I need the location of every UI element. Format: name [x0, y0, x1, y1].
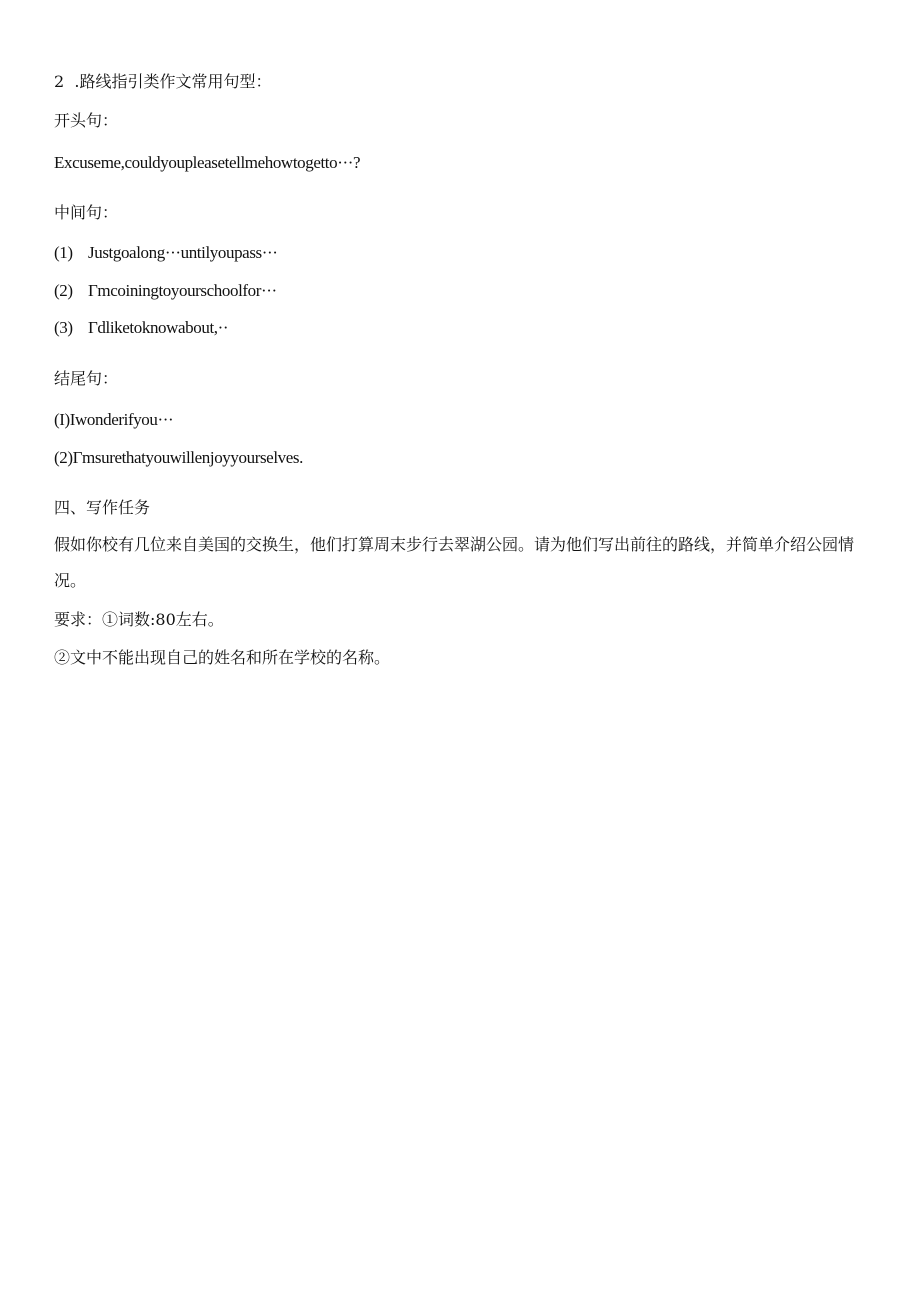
middle-label: 中间句： [54, 203, 119, 222]
list-item-text: Γdliketoknowabout,·· [88, 318, 229, 337]
list-item [54, 243, 278, 263]
task-heading: 四、写作任务 [54, 498, 151, 517]
closing-label: 结尾句： [54, 369, 119, 388]
list-item-text: Γmcoiningtoyourschoolfor··· [88, 281, 277, 300]
list-item-number: (1) [54, 243, 73, 262]
list-item-text: Justgoalong···untilyoupass··· [88, 243, 278, 262]
task-requirement: ②文中不能出现自己的姓名和所在学校的名称。 [54, 648, 391, 667]
section-heading: 2 .路线指引类作文常用句型： [54, 72, 272, 91]
closing-item: (I)Iwonderifyou··· [54, 410, 174, 429]
closing-item: (2)Γmsurethatyouwillenjoyyourselves. [54, 448, 303, 467]
task-requirement: 要求：①词数:80左右。 [54, 610, 224, 629]
list-item-number: (3) [54, 318, 73, 337]
task-prompt: 假如你校有几位来自美国的交换生，他们打算周末步行去翠湖公园。请为他们写出前往的路线，并简单介绍公园情况。 [54, 535, 855, 590]
list-item [54, 318, 228, 338]
opening-sentence: Excuseme,couldyoupleasetellmehowtogetto···? [54, 153, 361, 172]
list-item-number: (2) [54, 281, 73, 300]
list-item [54, 281, 277, 301]
opening-label: 开头句： [54, 111, 119, 130]
